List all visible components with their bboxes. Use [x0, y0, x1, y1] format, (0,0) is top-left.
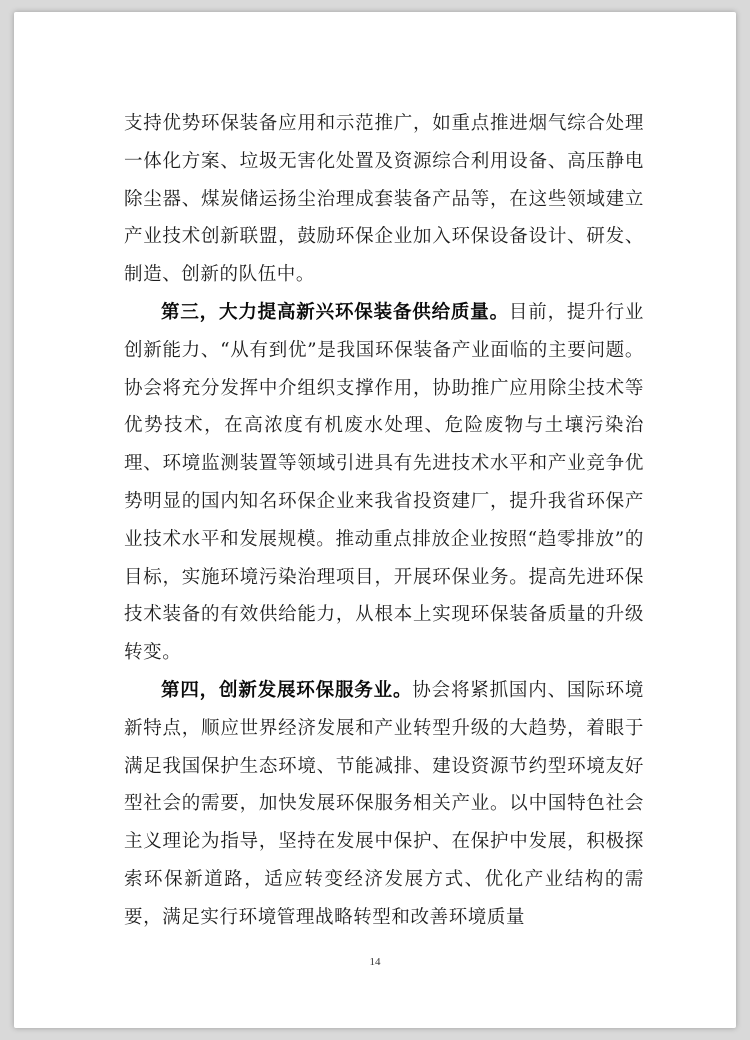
page-number: 14 [369, 956, 381, 968]
document-page [14, 12, 736, 1028]
paragraph-body: 目前，提升行业创新能力、“从有到优”是我国环保装备产业面临的主要问题。协会将充分发挥中介组织支撑作用，协助推广应用除尘技术等优势技术，在高浓度有机废水处理、危险废物与土壤污染治理、环境监测装置等领域引进具有先进技术水平和产业竞争优势明显的国内知名环保企业来我省投资建厂，提升我省环保产业技术水平和发展规模。推动重点排放企业按照“趋零排放”的目标，实施环境污染治理项目，开展环保业务。提高先进环保技术装备的有效供给能力，从根本上实现环保装备质量的升级转变。 [124, 301, 644, 664]
paragraph-body: 支持优势环保装备应用和示范推广，如重点推进烟气综合处理一体化方案、垃圾无害化处置及资源综合利用设备、高压静电除尘器、煤炭储运扬尘治理成套装备产品等，在这些领域建立产业技术创新联盟，鼓励环保企业加入环保设备设计、研发、制造、创新的队伍中。 [124, 113, 644, 286]
paragraph-fourth-point [124, 672, 644, 937]
paragraph-continuation [124, 105, 644, 294]
paragraph-body: 协会将紧抓国内、国际环境新特点，顺应世界经济发展和产业转型升级的大趋势，着眼于满足我国保护生态环境、节能减排、建设资源节约型环境友好型社会的需要，加快发展环保服务相关产业。以中国特色社会主义理论为指导，坚持在发展中保护、在保护中发展，积极探索环保新道路，适应转变经济发展方式、优化产业结构的需要，满足实行环境管理战略转型和改善环境质量 [124, 679, 644, 928]
paragraph-third-point [124, 294, 644, 672]
paragraph-heading: 第三，大力提高新兴环保装备供给质量。 [161, 301, 509, 323]
body-text [124, 105, 644, 937]
paragraph-heading: 第四，创新发展环保服务业。 [161, 679, 413, 701]
